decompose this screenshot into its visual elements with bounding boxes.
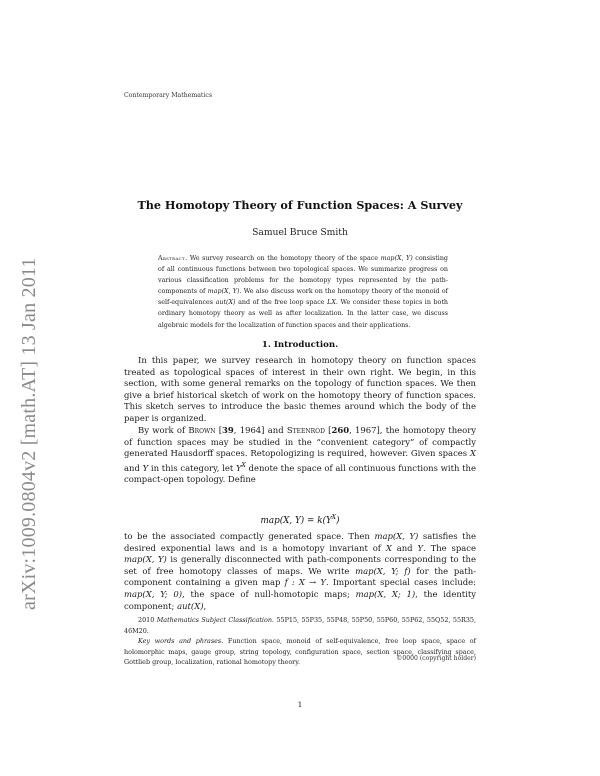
author-name: Samuel Bruce Smith [252,227,348,238]
author-citation: Steenrod [286,425,325,435]
text-run: [ [215,425,223,435]
math-inline: Y [235,462,242,473]
series-name: Contemporary Mathematics [124,92,213,99]
text-run: 2010 [138,616,157,624]
math-superscript: X [241,461,246,469]
abstract-text: We survey research on the homotopy theory of the space [187,255,381,262]
math-inline: aut(X) [177,600,204,611]
page-number: 1 [297,700,303,709]
abstract-text: consisting of all continuous functions between two topological spaces. We summarize progress on various classification problems for the homotopy types represented by the path-components of [158,255,448,296]
text-run: to be the associated compactly generated space. Then [124,531,375,541]
text-run: for the path-component containing a given map [124,565,476,588]
math-inline: map(X, Y) [124,554,167,565]
abstract-text: . We also discuss work on the homotopy theory of the monoid of self-equivalences [158,288,449,307]
math-inline: map(X, Y) [207,288,240,296]
paragraph-2 [124,425,476,486]
math-inline: aut(X) [215,299,236,307]
text-run: in this category, let [148,462,236,473]
section-number: 1. [261,340,271,350]
equation-text: ) [336,515,340,526]
equation-superscript: X [331,514,337,521]
math-inline: X [385,542,392,553]
paragraph-text [124,425,476,486]
display-equation [0,514,600,526]
paragraph-text [124,531,476,612]
text-run: , the identity component; [124,588,477,611]
keywords-text: Function space, monoid of self-equivalence, free loop space, space of holomorphic maps, gauge group, string topology, configuration space, section space, classifying space, Gottlieb group, localization, rational homotopy theory. [124,637,476,667]
paragraph-1 [124,355,476,425]
reference-link[interactable]: 39 [222,425,234,435]
paragraph-3 [124,531,476,612]
text-run: By work of [138,425,189,435]
math-inline: map(X, Y) [380,255,413,262]
paragraph-text: In this paper, we survey research in homotopy theory on function spaces treated as topological spaces of interest in their own right. We begin, in this section, with some general remarks on the topology of function spaces. We then give a brief historical sketch of work on the homotopy theory of function spaces. This sketch serves to introduce the basic themes around which the body of the paper is organized. [124,355,476,423]
section-title: Introduction. [273,340,339,350]
math-inline: X [469,448,476,459]
abstract-text: and of the free loop space [235,299,328,307]
math-inline: map(X, X; 1) [355,588,416,599]
text-run: is generally disconnected with path-components corresponding to the set of free homotopy classes of maps. We write [124,554,476,576]
text-run: , the space of null-homotopic maps; [182,588,356,599]
keywords-footnote [124,636,476,668]
math-inline: LX [327,299,336,307]
keywords-label: Key words and phrases. [138,637,224,646]
reference-link[interactable]: 260 [331,425,350,435]
text-run: denote the space of all continuous functions with the compact-open topology. Define [124,462,476,485]
text-run: , 1964] and [233,425,287,435]
text-run: and [124,462,143,473]
equation-text: map(X, Y) = k(Y [260,515,332,526]
copyright-notice: ©0000 (copyright holder) [396,655,476,662]
msc-codes: 55P15, 55P35, 55P48, 55P50, 55P60, 55P62, 55Q52, 55R35, 46M20. [124,616,476,635]
math-inline: map(X, Y; 0) [124,588,183,599]
msc-label: Mathematics Subject Classification. [156,616,274,624]
author-citation: Brown [188,425,216,435]
math-inline: Y [142,462,149,473]
section-heading [0,340,600,350]
paper-title: The Homotopy Theory of Function Spaces: A Survey [137,198,463,212]
text-run: and [391,542,418,553]
math-inline: map(X, Y; f) [355,565,411,576]
arxiv-identifier: arXiv:1009.0804v2 [math.AT] 13 Jan 2011 [18,257,40,610]
math-inline: map(X, Y) [374,531,419,541]
math-inline: f : X → Y [284,577,326,588]
abstract-text: . We consider these topics in both ordinary homotopy theory as well as after localization. In the latter case, we discuss algebraic models for the localization of function spaces and their applications. [158,299,448,329]
text-run: . Important special cases include: [325,577,476,588]
msc-footnote [124,615,476,636]
text-run: [ [324,425,332,435]
text-run: satisfies the desired exponential laws and is a homotopy invariant of [124,531,476,553]
abstract [158,253,448,331]
text-run: , [203,600,207,611]
abstract-label: Abstract. [158,255,188,262]
math-inline: Y [417,542,424,553]
text-run: , 1967], the homotopy theory of function spaces may be studied in the “convenient category” of compactly generated Hausdorff spaces. Retopologizing is required, however. Given spaces [124,425,477,459]
text-run: . The space [423,542,476,553]
